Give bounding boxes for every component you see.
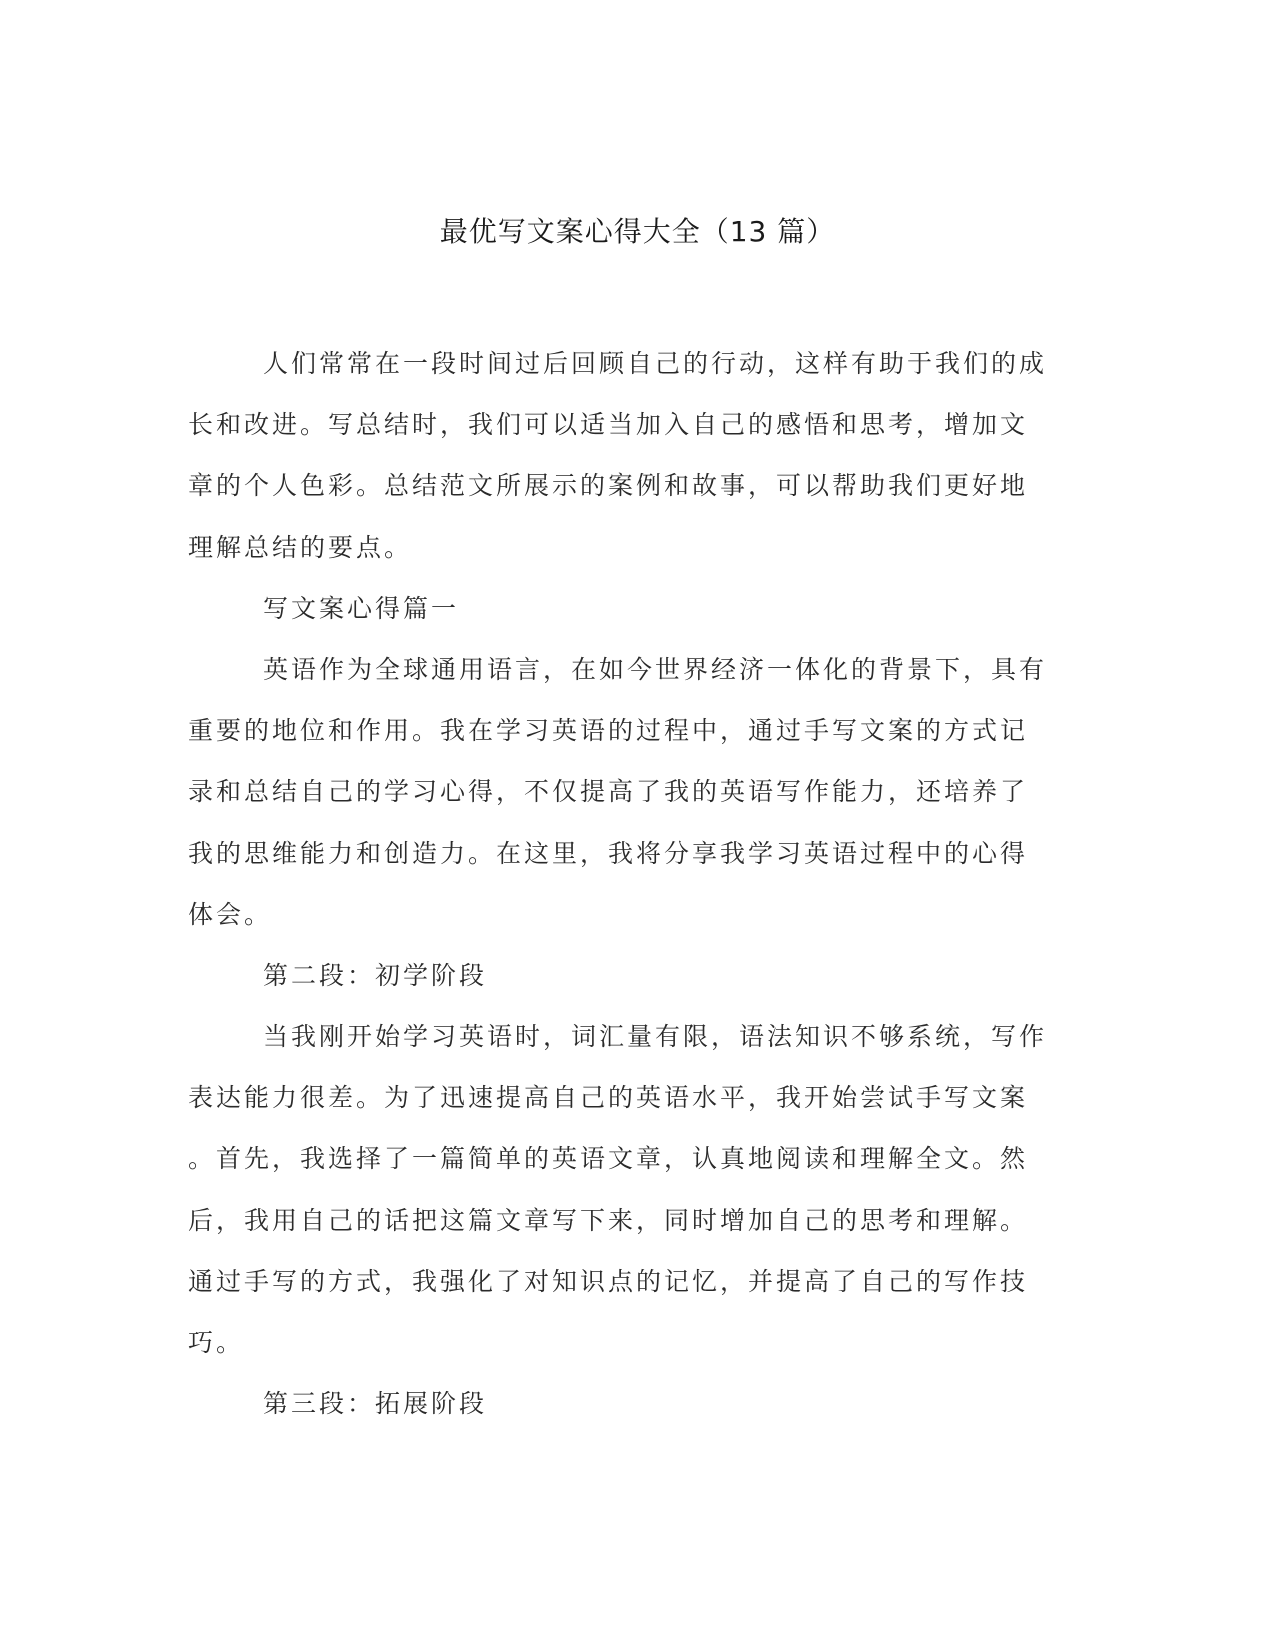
paragraph-1-line-3: 章的个人色彩。总结范文所展示的案例和故事，可以帮助我们更好地 (188, 471, 1029, 501)
section-heading-3: 第三段：拓展阶段 (263, 1389, 488, 1419)
document-body (188, 333, 1072, 1434)
paragraph-1-line-1: 人们常常在一段时间过后回顾自己的行动，这样有助于我们的成 (263, 349, 1048, 378)
paragraph-2-line-2: 重要的地位和作用。我在学习英语的过程中，通过手写文案的方式记 (188, 716, 1029, 746)
paragraph-2-line-4: 我的思维能力和创造力。在这里，我将分享我学习英语过程中的心得 (188, 838, 1029, 868)
paragraph-1-line-2: 长和改进。写总结时，我们可以适当加入自己的感悟和思考，增加文 (188, 410, 1029, 440)
paragraph-2-line-5: 体会。 (188, 899, 273, 929)
section-heading-2: 第二段：初学阶段 (263, 960, 488, 990)
document-title: 最优写文案心得大全（13 篇） (439, 215, 836, 248)
section-heading-1: 写文案心得篇一 (263, 593, 460, 623)
paragraph-3-line-3: 。首先，我选择了一篇简单的英语文章，认真地阅读和理解全文。然 (188, 1144, 1029, 1174)
paragraph-3-line-1: 当我刚开始学习英语时，词汇量有限，语法知识不够系统，写作 (263, 1022, 1048, 1052)
paragraph-2-line-1: 英语作为全球通用语言，在如今世界经济一体化的背景下，具有 (263, 654, 1048, 684)
paragraph-1-line-4: 理解总结的要点。 (188, 532, 413, 562)
paragraph-3-line-4: 后，我用自己的话把这篇文章写下来，同时增加自己的思考和理解。 (188, 1205, 1029, 1235)
paragraph-3-line-5: 通过手写的方式，我强化了对知识点的记忆，并提高了自己的写作技 (188, 1266, 1029, 1296)
paragraph-2-line-3: 录和总结自己的学习心得，不仅提高了我的英语写作能力，还培养了 (188, 777, 1029, 807)
paragraph-3-line-2: 表达能力很差。为了迅速提高自己的英语水平，我开始尝试手写文案 (188, 1083, 1029, 1113)
paragraph-3-line-6: 巧。 (188, 1328, 245, 1357)
